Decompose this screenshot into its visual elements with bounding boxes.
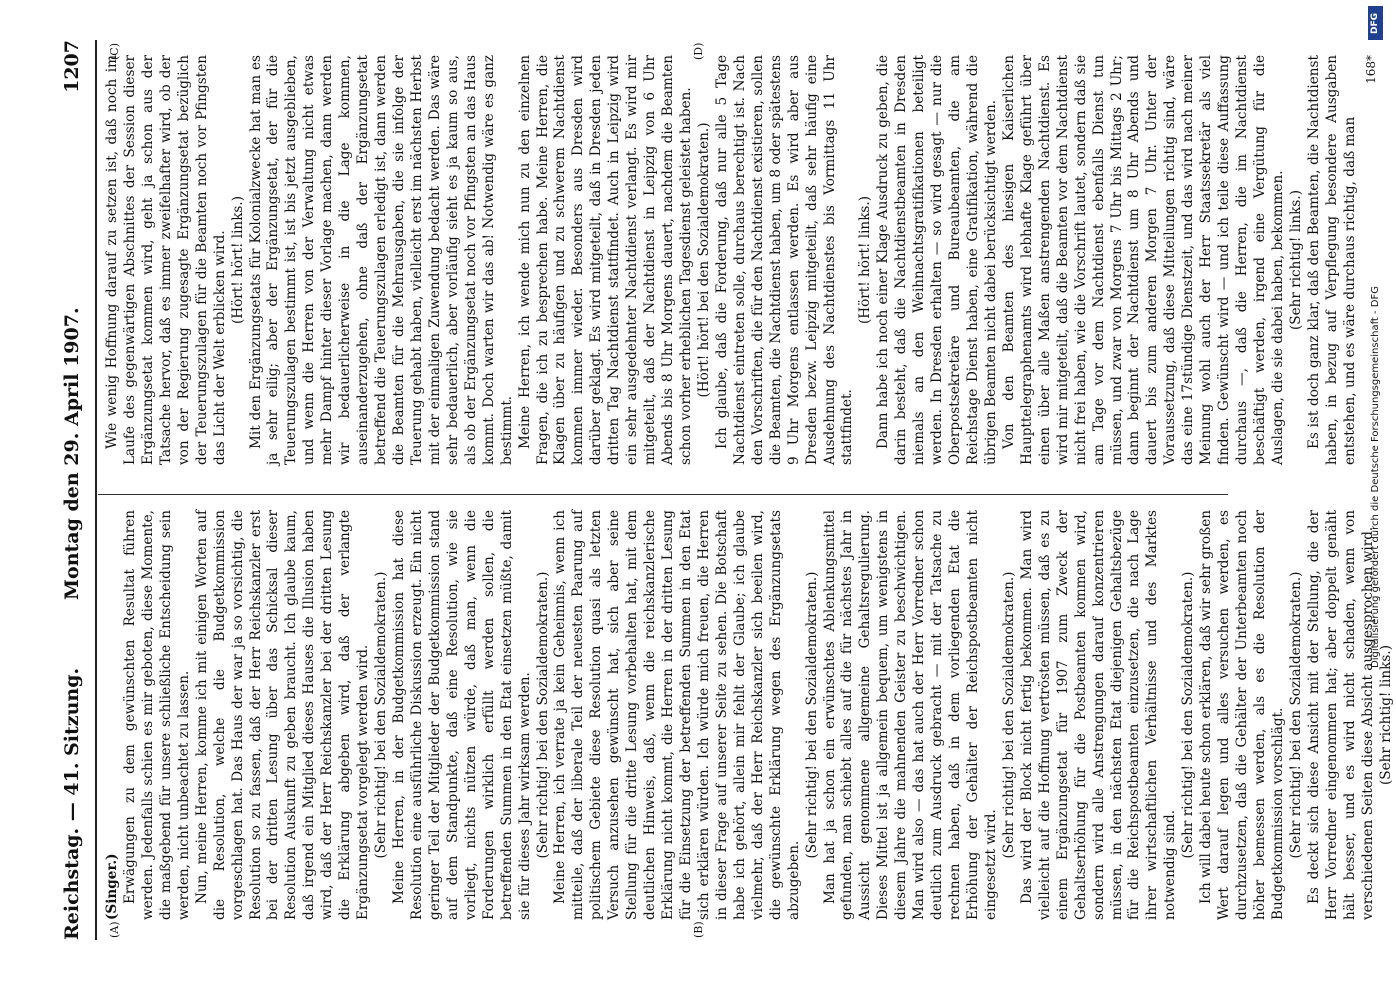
paragraph: Nun, meine Herren, komme ich mit einigen Worten auf die Resolution, welche die Budgetkommission vorgeschlagen hat. Das Haus der war ja so vorsichtig, die Resolution so zu fassen, daß der Herr Reichskanzler erst bei der dritten Lesung über das Schicksal dieser Resolution Auskunft zu geben braucht. Ich glaube kaum, daß irgend ein Mitglied dieses Hauses die Illusion haben wird, daß der Herr Reichskanzler bei der dritten Lesung die Erklärung abgeben wird, daß der verlangte Ergänzungsetat vorgelegt werden wird. [193,510,372,920]
paragraph: Wie wenig Hoffnung darauf zu setzen ist, daß noch im Laufe des gegenwärtigen Abschnittes der Session dieser Ergänzungsetat kommen wird, geht ja schon aus der Tatsache hervor, daß es immer zweifelhafter wird, ob der von der Regierung zugesagte Ergänzungsetat bezüglich der Teuerungszulagen für die Beamten noch vor Pfingsten das Licht der Welt erblicken wird. [104,55,228,465]
page-header [55,40,95,940]
speaker-name: (Singer.) [104,853,120,920]
column-divider [98,494,1228,495]
paragraph: Man hat ja schon ein erwünschtes Ablenkungsmittel gefunden, man schiebt alles auf die für nächstes Jahr in Aussicht genommene allgemeine Gehaltsregulierung. Dieses Mittel ist ja allgemein bequem, um wenigstens in diesem Jahre die mahnenden Geister zu beschwichtigen. Man wird also — das hat auch der Herr Vorredner schon deutlich zum Ausdruck gebracht — mit der Tatsache zu rechnen haben, daß in dem vorliegenden Etat die Erhöhung der Gehälter der Reichspostbeamten nicht eingesetzt wird. [821,510,999,920]
paragraph: Es ist doch ganz klar, daß den Beamten, die Nachtdienst haben, in bezug auf Verpflegung besondere Ausgaben entstehen, und es wäre durchaus richtig, daß man [1305,55,1358,465]
header-page-number: 1207 [61,40,83,93]
interjection: (Hört! hört! bei den Sozialdemokraten.) [695,122,712,398]
paragraph: Es deckt sich diese Ansicht mit der Stellung, die der Herr Vorredner eingenommen hat; aber doppelt genäht hält besser, und es wird nicht schaden, wenn von verschiedenen Seiten diese Absicht ausgesprochen wird. [1305,510,1376,920]
paragraph: Meine Herren, in der Budgetkommission hat diese Resolution eine ausführliche Diskussion erzeugt. Ein nicht geringer Teil der Mitglieder der Budgetkommission stand auf dem Standpunkte, daß eine Resolution, wie sie vorliegt, nichts nützen würde, daß man, wenn die Forderungen wirklich erfüllt werden sollen, die betreffenden Summen in den Etat einsetzen müßte, damit sie für dieses Jahr wirksam werden. [391,510,533,920]
paragraph: Meine Herren, ich wende mich nun zu den einzelnen Fragen, die ich zu besprechen habe. Meine Herren, die Klagen über zu häufigen und zu schwerem Nachtdienst kommen immer wieder. Besonders aus Dresden wird darüber geklagt. Es wird mitgeteilt, daß in Dresden jeden dritten Tag Nachtdienst stattfindet. Auch in Leipzig wird ein sehr ausgedehnter Nachtdienst verlangt. Es wird mir mitgeteilt, daß der Nachtdienst in Leipzig von 6 Uhr Abends bis 8 Uhr Morgens dauert, nachdem die Beamten schon vorher erheblichen Tagesdienst geleistet haben. [516,55,694,465]
interjection: (Hört! hört! links.) [229,195,246,325]
paragraph: Dann habe ich noch einer Klage Ausdruck zu geben, die darin besteht, daß die Nachtdienstbeamten in Dresden niemals an den Weihnachtsgratifikationen beteiligt werden. In Dresden erhalten — so wird gesagt — nur die Oberpostsekretäre und Bureaubeamten, die am Reichstage Dienst haben, eine Gratifikation, während die übrigen Beamten nicht dabei berücksichtigt werden. [875,55,999,465]
signature-mark: 168* [1363,55,1378,84]
interjection: (Sehr richtig! bei den Sozialdemokraten.) [1287,571,1304,859]
paragraph: Erwägungen zu dem gewünschten Resultat führen werden. Jedenfalls schien es mir geboten, diese Momente, die maßgebend für unsere schließliche Entscheidung sein werden, nicht unbeachtet zu lassen. [121,510,192,920]
interjection: (Sehr richtig! links.) [1287,189,1304,331]
header-date: Montag den 29. April 1907. [61,307,83,600]
marker-b: (B) [692,921,705,938]
paragraph: Mit den Ergänzungsetats für Kolonialzwecke hat man es ja sehr eilig; aber der Ergänzungsetat, der für die Teuerungszulagen bestimmt ist, ist bis jetzt ausgeblieben, und wenn die Herren von der Verwaltung nicht etwas mehr Dampf hinter dieser Vorlage machen, dann werden wir bedauerlicherweise in die Lage kommen, auseinanderzugehen, ohne daß der Ergänzungsetat betreffend die Teuerungszulagen erledigt ist, dann werden die Beamten für die Mehrausgaben, die sie infolge der Teuerung gehabt haben, vielleicht erst im nächsten Herbst mit der einmaligen Zuwendung bedacht werden. Das wäre sehr bedauerlich, aber vorläufig sieht es ja kaum so aus, als ob der Ergänzungsetat noch vor Pfingsten an das Haus kommt. Doch warten wir das ab! Notwendig wäre es ganz bestimmt. [247,55,515,465]
interjection: (Sehr richtig! links.) [1377,644,1394,786]
interjection: (Hört! hört! links.) [857,195,874,325]
dfg-logo: DFG [1368,6,1383,40]
paragraph: Ich will dabei heute schon erklären, daß wir sehr großen Wert darauf legen und alles versuchen werden, es durchzusetzen, daß die Gehälter der Unterbeamten noch höher bemessen werden, als es die Resolution der Budgetkommission vorschlägt. [1198,510,1286,920]
marker-c: (C) [108,43,121,60]
interjection: (Sehr richtig! bei den Sozialdemokraten.) [534,571,551,859]
header-session: Reichstag. — 41. Sitzung. [61,667,83,940]
interjection: (Sehr richtig! bei den Sozialdemokraten.) [1180,571,1197,859]
interjection: (Sehr richtig! bei den Sozialdemokraten.) [373,571,390,859]
left-column [104,510,1396,920]
marker-d: (D) [692,42,705,60]
right-column [104,55,1379,465]
paragraph: Meine Herren, ich verrate ja kein Geheimnis, wenn ich mitteile, daß der liberale Teil der neuesten Paarung auf politischem Gebiete diese Resolution quasi als letzten Versuch anzusehen gewünscht hat, sich aber seine Stellung für die dritte Lesung vorbehalten hat, mit dem deutlichen Hinweis, daß, wenn die reichskanzlerische Erklärung nicht kommt, die Herren in der dritten Lesung für die Einsetzung der betreffenden Summen in den Etat sich erklären würden. Ich würde mich freuen, die Herren in dieser Frage auf unserer Seite zu sehen. Die Botschaft habe ich gehört, allein mir fehlt der Glaube; ich glaube vielmehr, daß der Herr Reichskanzler sich beeilen wird, die gewünschte Erklärung wegen des Ergänzungsetats abzugeben. [552,510,802,920]
interjection: (Sehr richtig! bei den Sozialdemokraten.) [803,571,820,859]
paragraph: Von den Beamten des hiesigen Kaiserlichen Haupttelegraphenamts wird lebhafte Klage geführt über einen über alle Maßen anstrengenden Nachtdienst. Es wird mir mitgeteilt, daß die Beamten vor dem Nachtdienst nicht frei haben, wie die Vorschrift lautet, sondern daß sie am Tage vor dem Nachtdienst ebenfalls Dienst tun müssen, und zwar von Morgens 7 Uhr bis Mittags 2 Uhr; dann beginnt der Nachtdienst um 8 Uhr Abends und dauert bis zum anderen Morgen 7 Uhr. Unter der Voraussetzung, daß diese Mitteilungen richtig sind, wäre das eine 17stündige Dienstzeit, und das wird nach meiner Meinung wohl auch der Herr Staatssekretär als viel finden. Gewünscht wird — und ich teile diese Auffassung durchaus —, daß die Herren, die im Nachtdienst beschäftigt werden, irgend eine Vergütung für die Auslagen, die sie dabei haben, bekommen. [1000,55,1286,465]
marker-a: (A) [108,921,121,938]
interjection: (Sehr richtig! bei den Sozialdemokraten.) [1000,571,1017,859]
paragraph: Das wird der Block nicht fertig bekommen. Man wird vielleicht auf die Hoffnung vertrösten müssen, daß es zu einem Ergänzungsetat für 1907 zum Zweck der Gehaltserhöhung für die Postbeamten kommen wird, sondern wird alle Anstrengungen darauf konzentrieren müssen, in den nächsten Etat diejenigen Gehaltsbezüge für die Reichspostbeamten einzusetzen, die nach Lage ihrer wirtschaftlichen Verhältnisse und des Marktes notwendig sind. [1018,510,1179,920]
paragraph: Ich glaube, daß die Forderung, daß nur alle 5 Tage Nachtdienst eintreten solle, durchaus berechtigt ist. Nach den Vorschriften, die für den Nachtdienst existieren, sollen die Beamten, die Nachtdienst haben, um 8 oder spätestens 9 Uhr Morgens entlassen werden. Es wird aber aus Dresden bezw. Leipzig mitgeteilt, daß sehr häufig eine Ausdehnung des Nachtdienstes bis Vormittags 11 Uhr stattfindet. [713,55,856,465]
header-rule [95,40,97,940]
scan-sidebar [1368,0,1383,1000]
digitization-credit: Digitalisierung gefördert durch die Deutsche Forschungsgemeinschaft - DFG [1370,285,1381,668]
